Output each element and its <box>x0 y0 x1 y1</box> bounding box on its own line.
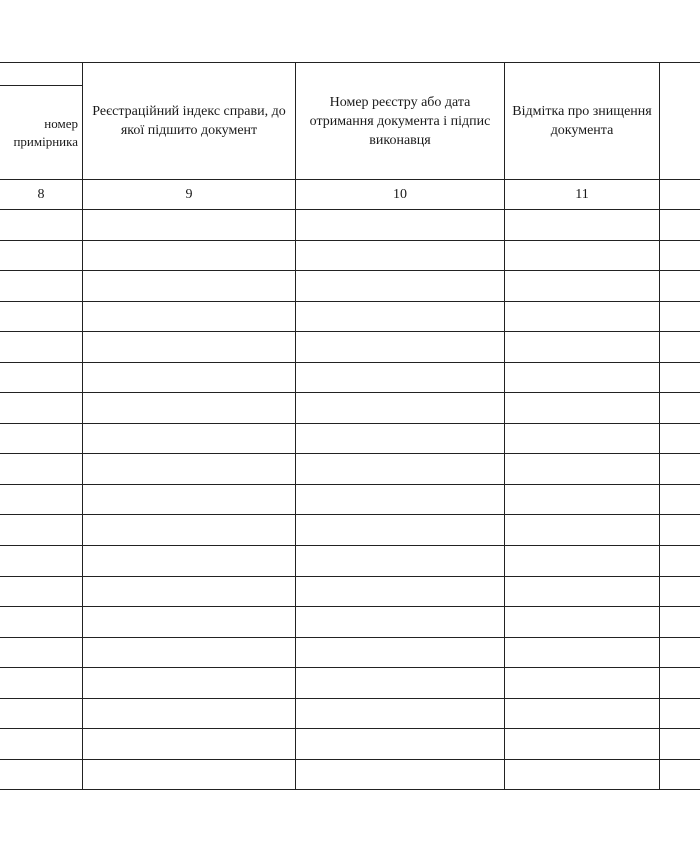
table-cell <box>0 515 83 546</box>
table-cell <box>660 698 700 729</box>
column-number-9: 9 <box>83 180 296 210</box>
table-cell <box>0 637 83 668</box>
table-cell <box>83 698 296 729</box>
table-row <box>0 576 700 607</box>
table-cell <box>505 454 660 485</box>
table-cell <box>0 271 83 302</box>
table-cell <box>505 393 660 424</box>
table-cell <box>660 393 700 424</box>
table-cell <box>505 362 660 393</box>
table-cell <box>0 576 83 607</box>
table-cell <box>660 546 700 577</box>
table-cell <box>505 729 660 760</box>
header-text-col9: Реєстраційний індекс справи, до якої підшито документ <box>92 104 286 138</box>
table-cell <box>0 393 83 424</box>
table-cell <box>83 576 296 607</box>
table-cell <box>83 729 296 760</box>
table-cell <box>660 637 700 668</box>
table-row <box>0 301 700 332</box>
header-text-col11: Відмітка про знищення документа <box>512 104 652 138</box>
table-cell <box>296 301 505 332</box>
table-cell <box>83 423 296 454</box>
table-cell <box>660 668 700 699</box>
table-row <box>0 423 700 454</box>
table-cell <box>660 729 700 760</box>
table-cell <box>83 210 296 241</box>
table-cell <box>505 210 660 241</box>
register-table <box>0 62 700 790</box>
table-row <box>0 668 700 699</box>
table-cell <box>505 546 660 577</box>
header-text-col10: Номер реєстру або дата отримання документа і підпис виконавця <box>309 94 491 148</box>
table-cell <box>505 423 660 454</box>
table-cell <box>296 362 505 393</box>
table-row <box>0 271 700 302</box>
table-cell <box>83 454 296 485</box>
table-cell <box>505 668 660 699</box>
table-cell <box>296 332 505 363</box>
table-cell <box>0 607 83 638</box>
table-row <box>0 362 700 393</box>
table-cell <box>0 210 83 241</box>
table-cell <box>0 668 83 699</box>
table-cell <box>505 607 660 638</box>
column-number-10: 10 <box>296 180 505 210</box>
table-cell <box>296 546 505 577</box>
table-row <box>0 729 700 760</box>
table-cell <box>660 576 700 607</box>
table-row <box>0 332 700 363</box>
table-cell <box>83 668 296 699</box>
table-cell <box>660 210 700 241</box>
table-cell <box>660 332 700 363</box>
table-cell <box>0 301 83 332</box>
table-cell <box>505 576 660 607</box>
table-cell <box>0 332 83 363</box>
table-cell <box>0 729 83 760</box>
table-cell <box>83 759 296 790</box>
table-row <box>0 484 700 515</box>
column-number-12 <box>660 180 700 210</box>
table-cell <box>296 668 505 699</box>
header-row-top <box>0 63 700 86</box>
table-cell <box>0 484 83 515</box>
header-text-col8: номер примірника <box>13 115 78 149</box>
table-cell <box>83 546 296 577</box>
table-cell <box>296 698 505 729</box>
table-cell <box>296 210 505 241</box>
table-cell <box>660 515 700 546</box>
table-cell <box>83 515 296 546</box>
table-cell <box>505 698 660 729</box>
table-row <box>0 759 700 790</box>
table-cell <box>296 484 505 515</box>
table-cell <box>0 698 83 729</box>
table-cell <box>296 637 505 668</box>
table-cell <box>505 637 660 668</box>
header-cell-col8-top <box>0 63 83 86</box>
table-row <box>0 393 700 424</box>
table-cell <box>660 240 700 271</box>
table-cell <box>0 362 83 393</box>
table-cell <box>505 271 660 302</box>
table-cell <box>505 240 660 271</box>
table-cell <box>660 484 700 515</box>
table-cell <box>0 759 83 790</box>
table-cell <box>296 515 505 546</box>
table-cell <box>83 332 296 363</box>
table-cell <box>660 759 700 790</box>
table-cell <box>505 301 660 332</box>
table-cell <box>505 759 660 790</box>
table-cell <box>660 423 700 454</box>
table-cell <box>296 393 505 424</box>
table-cell <box>505 484 660 515</box>
table-cell <box>660 301 700 332</box>
table-cell <box>296 240 505 271</box>
table-cell <box>83 637 296 668</box>
table-cell <box>83 607 296 638</box>
table-row <box>0 607 700 638</box>
table-cell <box>296 423 505 454</box>
table-row <box>0 454 700 485</box>
header-cell-col12 <box>660 63 700 180</box>
column-number-8: 8 <box>0 180 83 210</box>
table-cell <box>296 271 505 302</box>
table-cell <box>660 362 700 393</box>
header-cell-col11 <box>505 63 660 180</box>
table-row <box>0 240 700 271</box>
table-cell <box>296 759 505 790</box>
table-cell <box>296 454 505 485</box>
table-cell <box>0 454 83 485</box>
table-cell <box>0 423 83 454</box>
table-cell <box>83 271 296 302</box>
table-cell <box>660 607 700 638</box>
table-row <box>0 637 700 668</box>
table-cell <box>0 546 83 577</box>
table-cell <box>83 240 296 271</box>
column-number-row <box>0 180 700 210</box>
header-cell-col10 <box>296 63 505 180</box>
table-cell <box>296 576 505 607</box>
table-cell <box>83 362 296 393</box>
table-cell <box>0 240 83 271</box>
column-number-11: 11 <box>505 180 660 210</box>
table-cell <box>505 515 660 546</box>
table-row <box>0 546 700 577</box>
header-cell-col9 <box>83 63 296 180</box>
table-cell <box>296 607 505 638</box>
table-row <box>0 515 700 546</box>
table-row <box>0 698 700 729</box>
table-cell <box>83 393 296 424</box>
table-cell <box>83 301 296 332</box>
header-cell-col8 <box>0 86 83 180</box>
table-row <box>0 210 700 241</box>
table-cell <box>660 271 700 302</box>
table-cell <box>83 484 296 515</box>
table-cell <box>660 454 700 485</box>
table-cell <box>296 729 505 760</box>
table-cell <box>505 332 660 363</box>
